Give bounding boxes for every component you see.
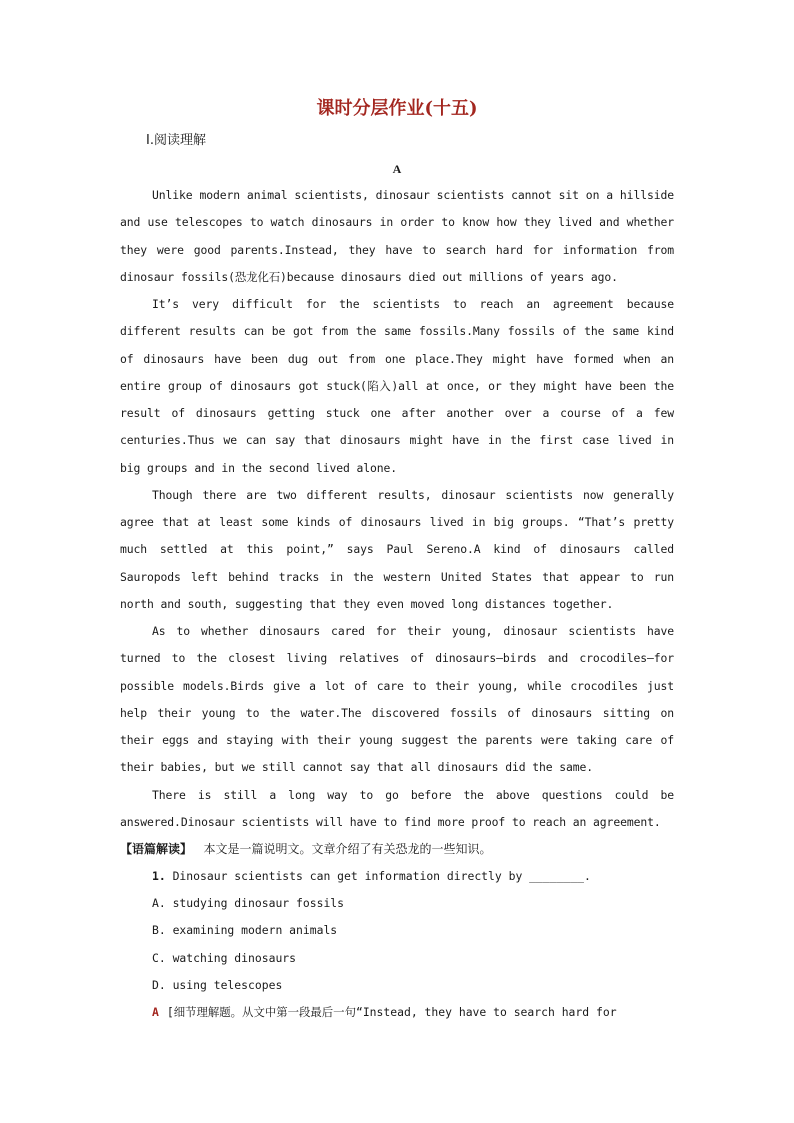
option-a: A. studying dinosaur fossils (152, 896, 345, 911)
answer-letter: A (152, 1004, 159, 1019)
passage-paragraph: It’s very difficult for the scientists to reach an agreement because different results can be got from the same fossils.Many fossils of the same kind of dinosaurs have been dug out from one place.They might have formed when an entire group of dinosaurs got stuck(陷入)all at once, or they might have been the result of dinosaurs getting stuck one after another over a course of a few centuries.Thus we can say that dinosaurs might have in the first case lived in big groups and in the second lived alone. (120, 297, 674, 475)
passage-paragraph: Unlike modern animal scientists, dinosaur scientists cannot sit on a hillside and use telescopes to watch dinosaurs in order to know how they lived and whether they were good parents.Instead, they have to search hard for information from dinosaur fossils(恐龙化石)because dinosaurs died out millions of years ago. (120, 188, 674, 284)
reading-note (120, 836, 674, 863)
passage-paragraph: There is still a long way to go before the above questions could be answered.Dinosaur scientists will have to find more proof to reach an agreement. (120, 787, 674, 829)
answer-explanation-text: [细节理解题。从文中第一段最后一句“Instead, they have to search hard for (166, 1004, 617, 1019)
passage-label: A (392, 162, 402, 176)
section-heading: Ⅰ.阅读理解 (146, 133, 206, 148)
option-b: B. examining modern animals (152, 923, 338, 938)
reading-note-text: 本文是一篇说明文。文章介绍了有关恐龙的一些知识。 (203, 842, 492, 856)
question-number: 1. (152, 869, 166, 883)
reading-note-tag: 【语篇解读】 (120, 842, 193, 856)
document-page (120, 92, 674, 1026)
option-c: C. watching dinosaurs (152, 950, 297, 965)
passage-paragraph: As to whether dinosaurs cared for their young, dinosaur scientists have turned to the closest living relatives of dinosaurs—birds and crocodiles—for possible models.Birds give a lot of care to their young, while crocodiles just help their young to the water.The discovered fossils of dinosaurs sitting on their eggs and staying with their young suggest the parents were taking care of their babies, but we still cannot say that all dinosaurs did the same. (120, 624, 674, 775)
page-title: 课时分层作业(十五) (316, 98, 478, 119)
option-d: D. using telescopes (152, 977, 283, 992)
passage-paragraph: Though there are two different results, dinosaur scientists now generally agree that at least some kinds of dinosaurs lived in big groups. “That’s pretty much settled at this point,” says Paul Sereno.A kind of dinosaurs called Sauropods left behind tracks in the western United States that appear to run north and south, suggesting that they even moved long distances together. (120, 487, 674, 611)
question-stem (120, 863, 674, 890)
question-text: Dinosaur scientists can get information directly by ________. (172, 869, 591, 883)
answer-explanation (120, 999, 674, 1026)
passage-body (120, 182, 674, 836)
